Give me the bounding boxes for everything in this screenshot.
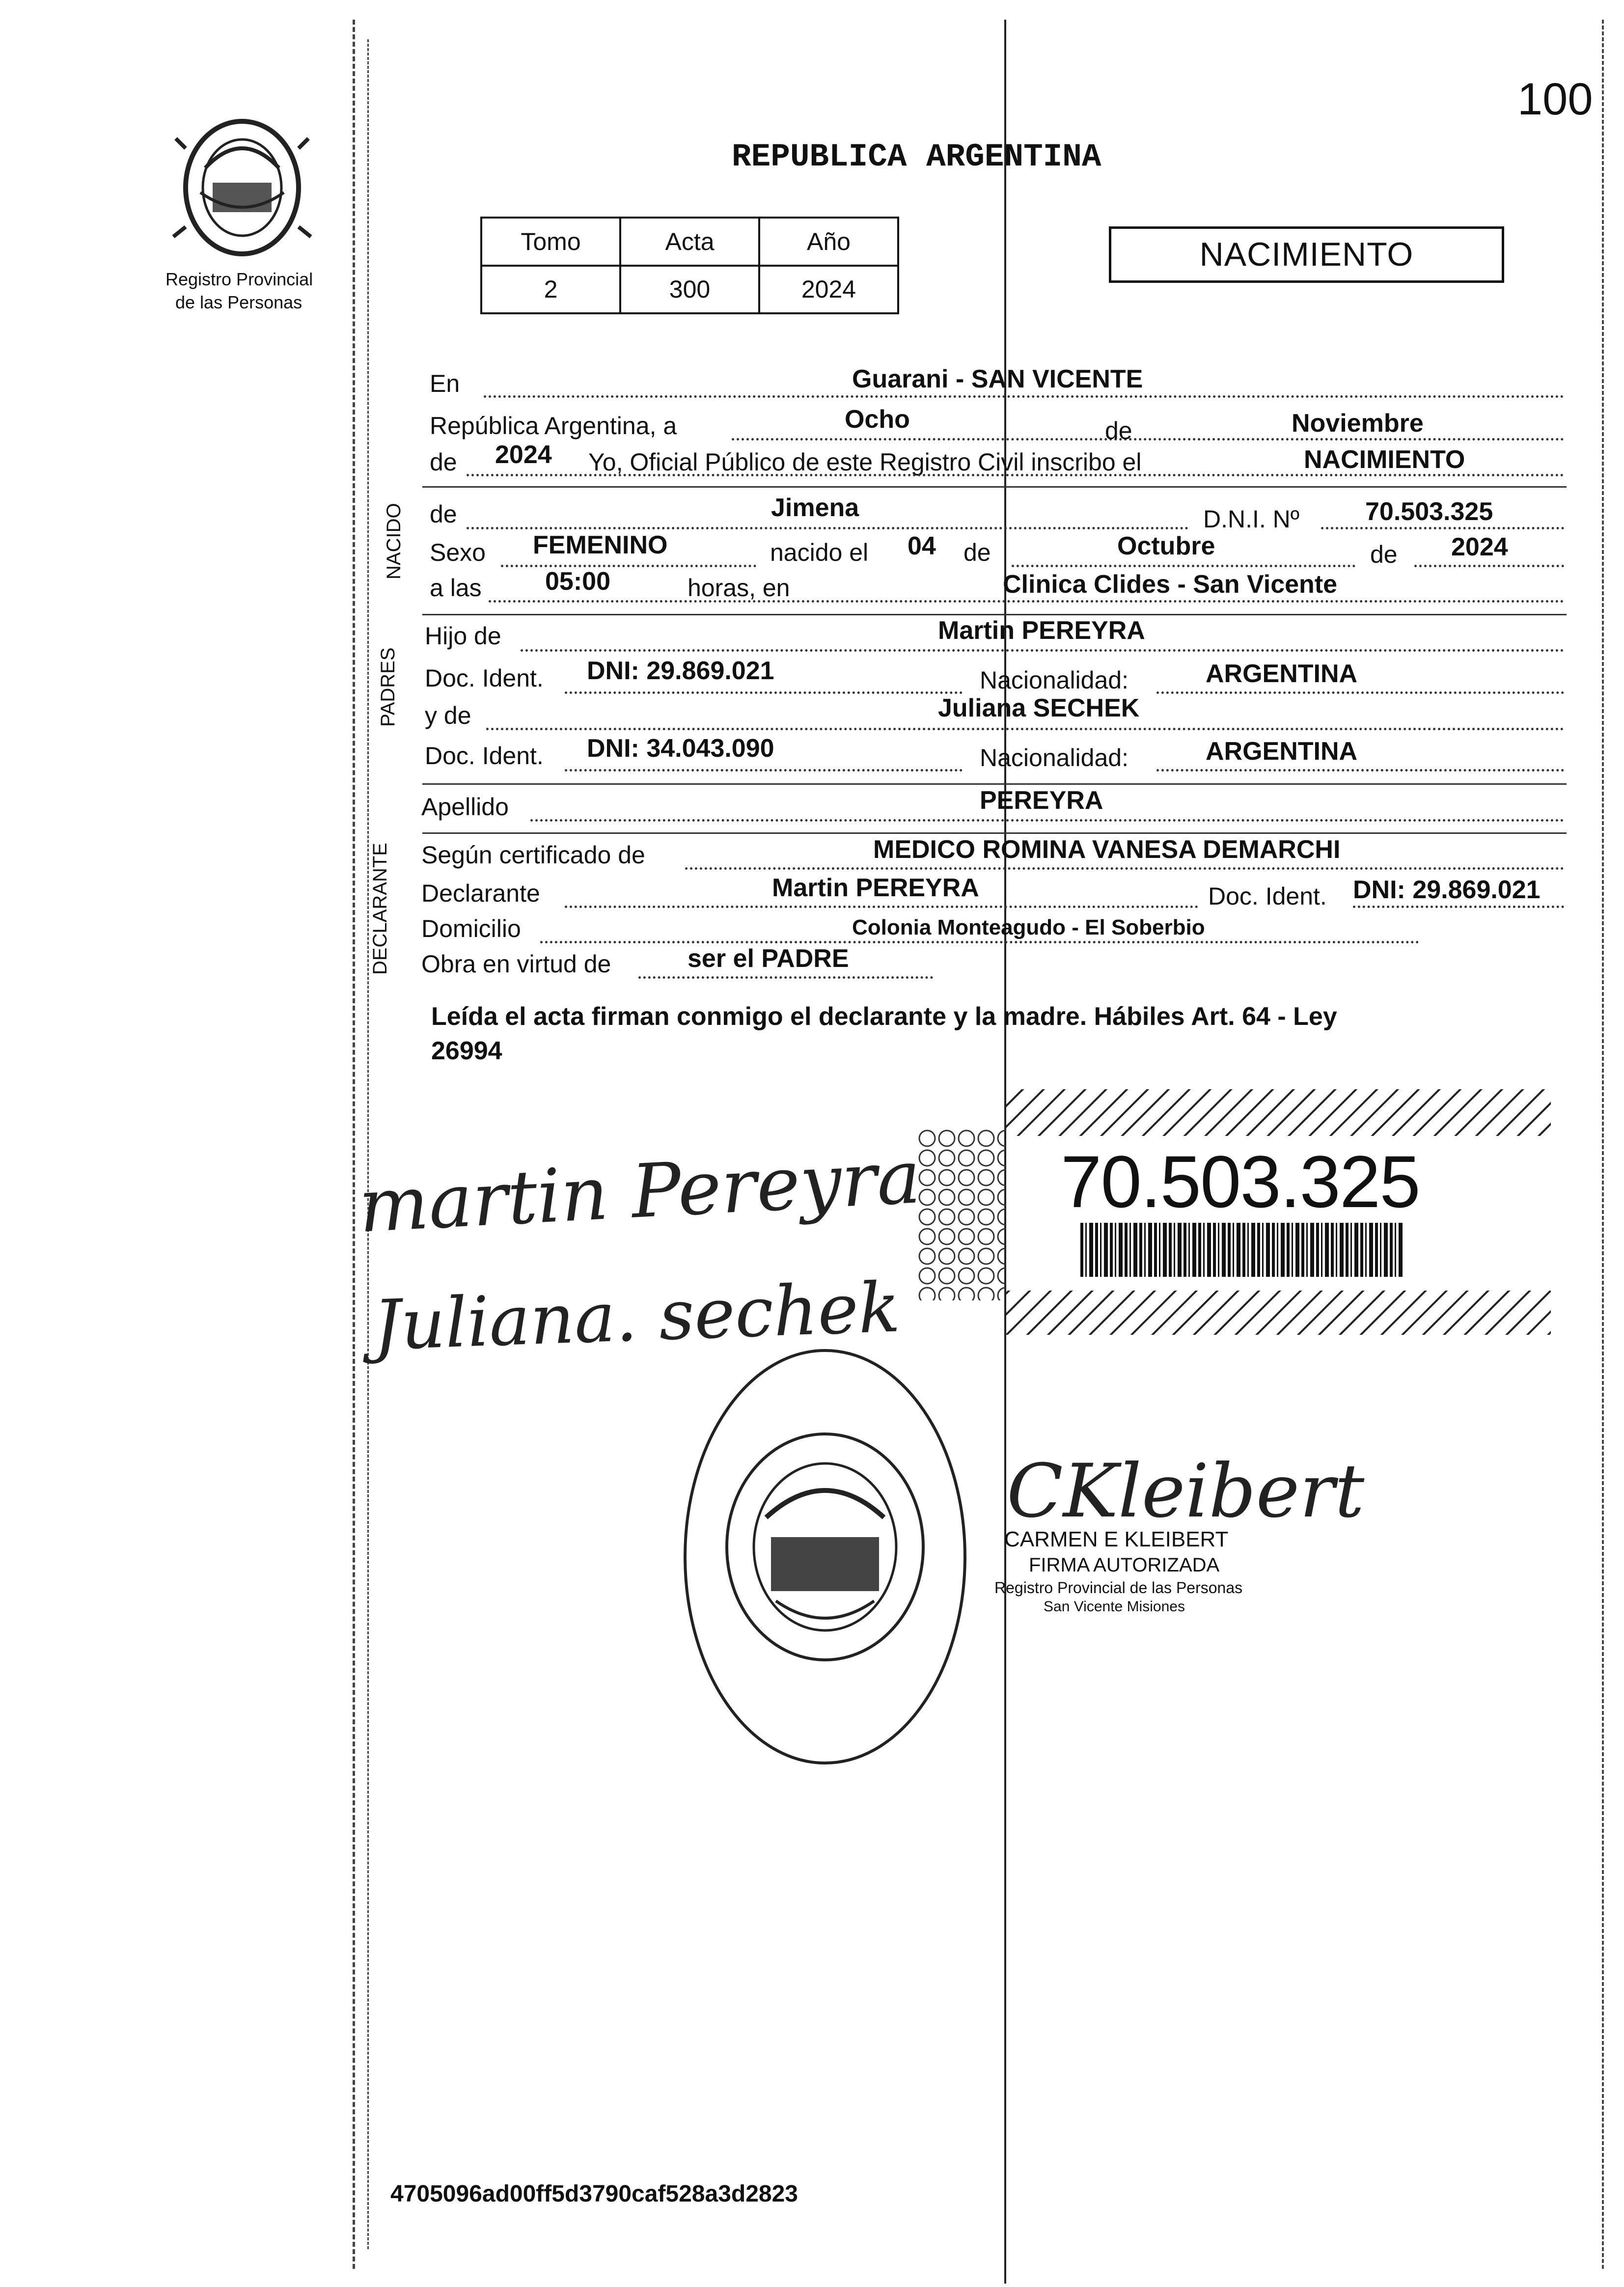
cert-value: MEDICO ROMINA VANESA DEMARCHI	[873, 835, 1341, 864]
birth-year: 2024	[1451, 533, 1508, 561]
registry-caption-2: de las Personas	[175, 292, 303, 312]
section-divider	[422, 486, 1567, 488]
birth-month: Octubre	[1117, 532, 1215, 560]
official-org: Registro Provincial de las Personas	[994, 1579, 1243, 1597]
dotted-line	[565, 769, 963, 772]
page-number: 100	[1517, 74, 1593, 124]
dotted-line	[484, 395, 1564, 398]
document-hash: 4705096ad00ff5d3790caf528a3d2823	[390, 2181, 798, 2207]
day-word: Ocho	[845, 405, 910, 434]
padres-section-label: PADRES	[377, 647, 399, 727]
dotted-line	[489, 600, 1564, 603]
dotted-line	[1321, 527, 1564, 529]
header-anio: Año	[759, 218, 898, 266]
official-name: CARMEN E KLEIBERT	[1004, 1527, 1229, 1551]
de-label-2: de	[430, 448, 457, 476]
mother-nat-label: Nacionalidad:	[980, 744, 1129, 772]
seal-emblem-icon	[678, 1341, 992, 1773]
child-dni: 70.503.325	[1365, 497, 1493, 526]
dotted-line	[1156, 769, 1564, 772]
nacido-el-label: nacido el	[770, 539, 869, 566]
official-place: San Vicente Misiones	[1044, 1598, 1185, 1615]
event-value: NACIMIENTO	[1304, 445, 1465, 474]
domicilio-label: Domicilio	[421, 915, 521, 942]
y-de-label: y de	[425, 702, 471, 729]
dotted-line	[685, 867, 1564, 870]
child-name: Jimena	[771, 494, 859, 522]
mother-doc-label: Doc. Ident.	[425, 742, 544, 770]
de-label: de	[1105, 417, 1132, 444]
margin-rule-right	[1602, 20, 1604, 2269]
cert-label: Según certificado de	[421, 841, 645, 869]
year-value: 2024	[495, 441, 552, 469]
record-type-box: NACIMIENTO	[1109, 226, 1504, 283]
domicilio-value: Colonia Monteagudo - El Soberbio	[852, 915, 1205, 939]
closing-text-2: 26994	[431, 1037, 502, 1065]
margin-rule-left-2	[367, 39, 369, 2249]
month-value: Noviembre	[1292, 409, 1424, 438]
birth-de-label: de	[963, 539, 991, 566]
official-role: FIRMA AUTORIZADA	[1029, 1554, 1220, 1576]
dotted-line	[501, 565, 756, 567]
dotted-line	[1414, 565, 1564, 567]
page-title: REPUBLICA ARGENTINA	[732, 138, 1101, 175]
registry-emblem-icon	[171, 109, 313, 261]
rep-label: República Argentina, a	[430, 412, 677, 440]
mother-doc: DNI: 34.043.090	[587, 734, 774, 763]
mother-name: Juliana SECHEK	[938, 694, 1140, 722]
obra-label: Obra en virtud de	[421, 950, 611, 978]
apellido-value: PEREYRA	[980, 786, 1103, 815]
sexo-value: FEMENINO	[533, 531, 668, 559]
id-sticker-number: 70.503.325	[1061, 1140, 1420, 1223]
section-divider	[422, 783, 1567, 785]
dotted-line	[565, 906, 1198, 908]
birth-de-label-2: de	[1370, 541, 1398, 568]
registry-caption-1: Registro Provincial	[165, 269, 313, 289]
barcode-icon	[1080, 1223, 1404, 1277]
birth-place: Clinica Clides - San Vicente	[1003, 570, 1338, 599]
declarante-label: Declarante	[421, 880, 540, 907]
dotted-line	[530, 819, 1564, 822]
en-label: En	[430, 370, 460, 397]
nacido-section-label: NACIDO	[383, 503, 405, 579]
table-header-row	[481, 218, 898, 266]
obra-value: ser el PADRE	[688, 944, 849, 973]
official-signature: CKleibert	[1007, 1449, 1365, 1534]
a-las-label: a las	[430, 574, 482, 602]
father-doc: DNI: 29.869.021	[587, 657, 774, 685]
dotted-line	[638, 976, 933, 979]
official-text: Yo, Oficial Público de este Registro Civil inscribo el	[588, 448, 1142, 476]
mother-signature: Juliana. sechek	[372, 1267, 902, 1366]
mother-nat: ARGENTINA	[1206, 737, 1358, 766]
dotted-line	[467, 527, 1188, 529]
declarante-section-label: DECLARANTE	[369, 843, 391, 975]
margin-rule-left	[353, 20, 355, 2269]
declarante-doc: DNI: 29.869.021	[1353, 876, 1541, 904]
nacido-de-label: de	[430, 500, 457, 528]
horas-label: horas, en	[688, 574, 790, 602]
value-tomo: 2	[481, 266, 620, 314]
declarante-value: Martin PEREYRA	[772, 874, 979, 902]
hijo-label: Hijo de	[425, 622, 501, 650]
father-doc-label: Doc. Ident.	[425, 664, 544, 692]
dotted-line	[540, 941, 1419, 943]
hour-value: 05:00	[545, 567, 610, 596]
dotted-line	[1353, 906, 1564, 908]
father-nat: ARGENTINA	[1206, 660, 1358, 688]
birth-day: 04	[908, 532, 936, 560]
father-nat-label: Nacionalidad:	[980, 666, 1129, 694]
dni-label: D.N.I. Nº	[1203, 505, 1300, 533]
value-anio: 2024	[759, 266, 898, 314]
father-name: Martin PEREYRA	[938, 616, 1145, 645]
dotted-line	[732, 438, 1564, 441]
official-seal	[678, 1341, 992, 1773]
dotted-line	[486, 728, 1564, 730]
father-signature: martin Pereyra	[357, 1134, 923, 1249]
table-row	[481, 266, 898, 314]
value-acta: 300	[620, 266, 759, 314]
header-tomo: Tomo	[481, 218, 620, 266]
section-divider	[422, 614, 1567, 615]
dotted-line	[565, 691, 963, 694]
declarante-doc-label: Doc. Ident.	[1208, 882, 1327, 910]
dotted-line	[1156, 691, 1564, 694]
tomo-acta-table	[480, 217, 899, 314]
registry-logo	[171, 109, 313, 261]
dotted-line	[521, 649, 1564, 652]
section-divider	[422, 832, 1567, 834]
sexo-label: Sexo	[430, 539, 486, 566]
apellido-label: Apellido	[421, 793, 509, 821]
place-value: Guarani - SAN VICENTE	[852, 365, 1143, 393]
closing-text-1: Leída el acta firman conmigo el declarante y la madre. Hábiles Art. 64 - Ley	[431, 1002, 1337, 1031]
header-acta: Acta	[620, 218, 759, 266]
dotted-line	[1012, 565, 1355, 567]
